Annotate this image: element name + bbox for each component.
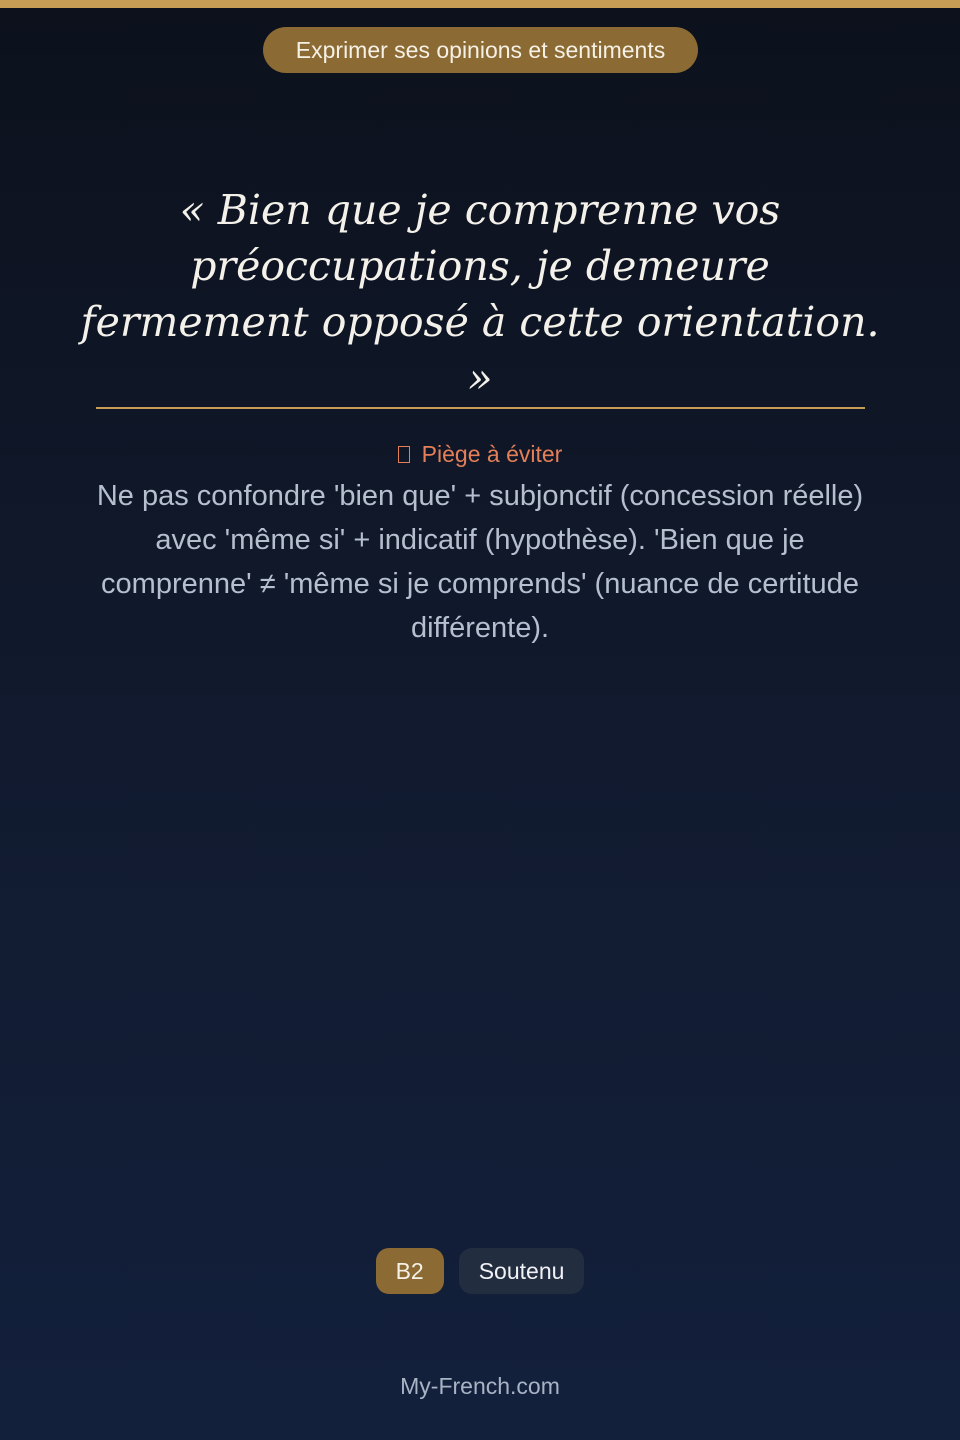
register-badge: Soutenu: [459, 1248, 585, 1294]
pitfall-text: Ne pas confondre 'bien que' + subjonctif (concession réelle) avec 'même si' + indicatif (hypothèse). 'Bien que je comprenne' ≠ 'même si je comprends' (nuance de certitude différente).: [96, 480, 864, 644]
pitfall-label: Piège à éviter: [421, 441, 563, 467]
divider: [96, 407, 865, 409]
footer-site-name: My-French.com: [400, 1373, 560, 1399]
warning-icon: [398, 446, 410, 463]
example-quote: « Bien que je comprenne vos préoccupations, je demeure fermement opposé à cette orientation. »: [80, 186, 880, 402]
pitfall-heading: [0, 440, 960, 468]
level-badge: B2: [376, 1248, 444, 1294]
top-accent-bar: [0, 0, 960, 8]
tag-row: [0, 1248, 960, 1294]
category-badge: Exprimer ses opinions et sentiments: [263, 27, 698, 73]
